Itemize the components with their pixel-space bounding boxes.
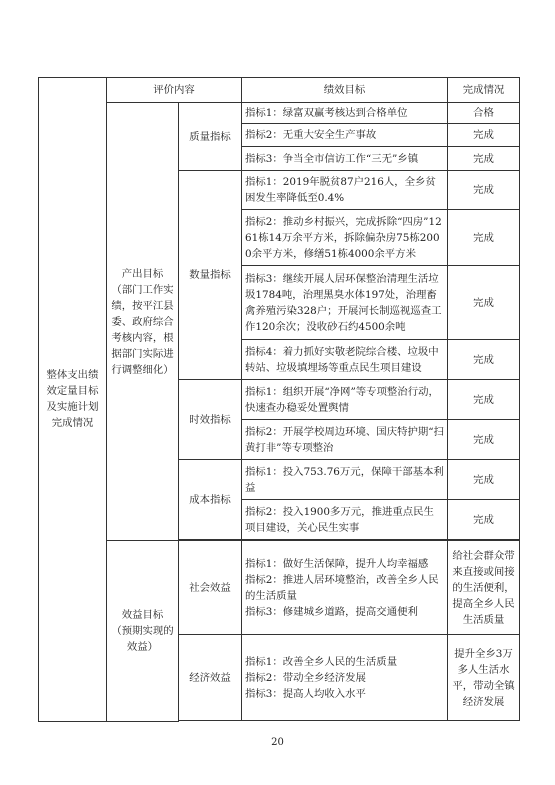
quantity-goal: 指标1：2019年脱贫87户216人，全乡贫困发生率降低至0.4% [242, 171, 448, 210]
quantity-goal: 指标3：继续开展人居环保整治清理生活垃圾1784吨，治理黑臭水体197处，治理畜禽养殖污染328户；开展河长制巡视巡查工作120余次；没收砂石约4500余吨 [242, 266, 448, 340]
cost-goal: 指标1：投入753.76万元，保障干部基本利益 [242, 460, 448, 500]
social-goal [242, 541, 448, 635]
cost-label: 成本指标 [179, 460, 242, 540]
quantity-status: 完成 [448, 266, 520, 340]
timeliness-goal: 指标1：组织开展“净网”等专项整治行动，快速查办稳妥处置舆情 [242, 380, 448, 420]
social-label: 社会效益 [179, 541, 242, 635]
cost-status: 完成 [448, 460, 520, 500]
quality-status: 合格 [448, 103, 520, 124]
quantity-status: 完成 [448, 210, 520, 266]
social-goal-line: 指标2：推进人居环境整治，改善全乡人民的生活质量 [245, 573, 439, 602]
quality-status: 完成 [448, 124, 520, 147]
quantity-goal: 指标2：推动乡村振兴，完成拆除“四房”1261栋14万余平方米，拆除偏杂房75栋2000余平方米，修缮51栋4000余平方米 [242, 210, 448, 266]
timeliness-status: 完成 [448, 420, 520, 460]
quantity-status: 完成 [448, 171, 520, 210]
cost-goal: 指标2：投入1900多万元，推进重点民生项目建设，关心民生实事 [242, 500, 448, 540]
output-target [107, 103, 179, 541]
social-goal-line: 指标1：做好生活保障，提升人均幸福感 [245, 557, 429, 570]
section-title: 整体支出绩效定量目标及实施计划完成情况 [39, 78, 107, 722]
economic-goal-line: 指标1：改善全乡人民的生活质量 [245, 655, 398, 668]
page-number: 20 [271, 737, 284, 748]
header-goal: 绩效目标 [242, 78, 448, 103]
social-status: 给社会群众带来直接或间接的生活便利，提高全乡人民生活质量 [448, 541, 520, 635]
header-status: 完成情况 [448, 78, 520, 103]
economic-label: 经济效益 [179, 635, 242, 721]
quantity-label: 数量指标 [179, 171, 242, 380]
cost-status: 完成 [448, 500, 520, 540]
quality-goal: 指标1：绿富双赢考核达到合格单位 [242, 103, 448, 124]
quantity-goal: 指标4：着力抓好实敬老院综合楼、垃圾中转站、垃圾填埋场等重点民生项目建设 [242, 340, 448, 380]
social-goal-line: 指标3：修建城乡道路，提高交通便利 [245, 605, 418, 618]
timeliness-label: 时效指标 [179, 380, 242, 460]
benefit-target [107, 541, 179, 722]
output-label: 产出目标 [121, 267, 164, 280]
quality-goal: 指标3：争当全市信访工作“三无”乡镇 [242, 147, 448, 171]
economic-goal-line: 指标3：提高人均收入水平 [245, 687, 366, 700]
economic-goal-line: 指标2：带动全乡经济发展 [245, 671, 366, 684]
timeliness-goal: 指标2：开展学校周边环境、国庆特护期“扫黄打非”等专项整治 [242, 420, 448, 460]
quality-goal: 指标2：无重大安全生产事故 [242, 124, 448, 147]
performance-table [38, 77, 520, 722]
quantity-status: 完成 [448, 340, 520, 380]
benefit-note: （预期实现的效益） [111, 624, 174, 653]
timeliness-status: 完成 [448, 380, 520, 420]
economic-status: 提升全乡3万多人生活水平，带动全镇经济发展 [448, 635, 520, 721]
header-eval: 评价内容 [107, 78, 242, 103]
output-note: （部门工作实绩，按平江县委、政府综合考核内容，根据部门实际进行调整细化） [111, 283, 174, 376]
benefit-label: 效益目标 [121, 608, 164, 621]
quality-label: 质量指标 [179, 103, 242, 171]
economic-goal [242, 635, 448, 721]
quality-status: 完成 [448, 147, 520, 171]
